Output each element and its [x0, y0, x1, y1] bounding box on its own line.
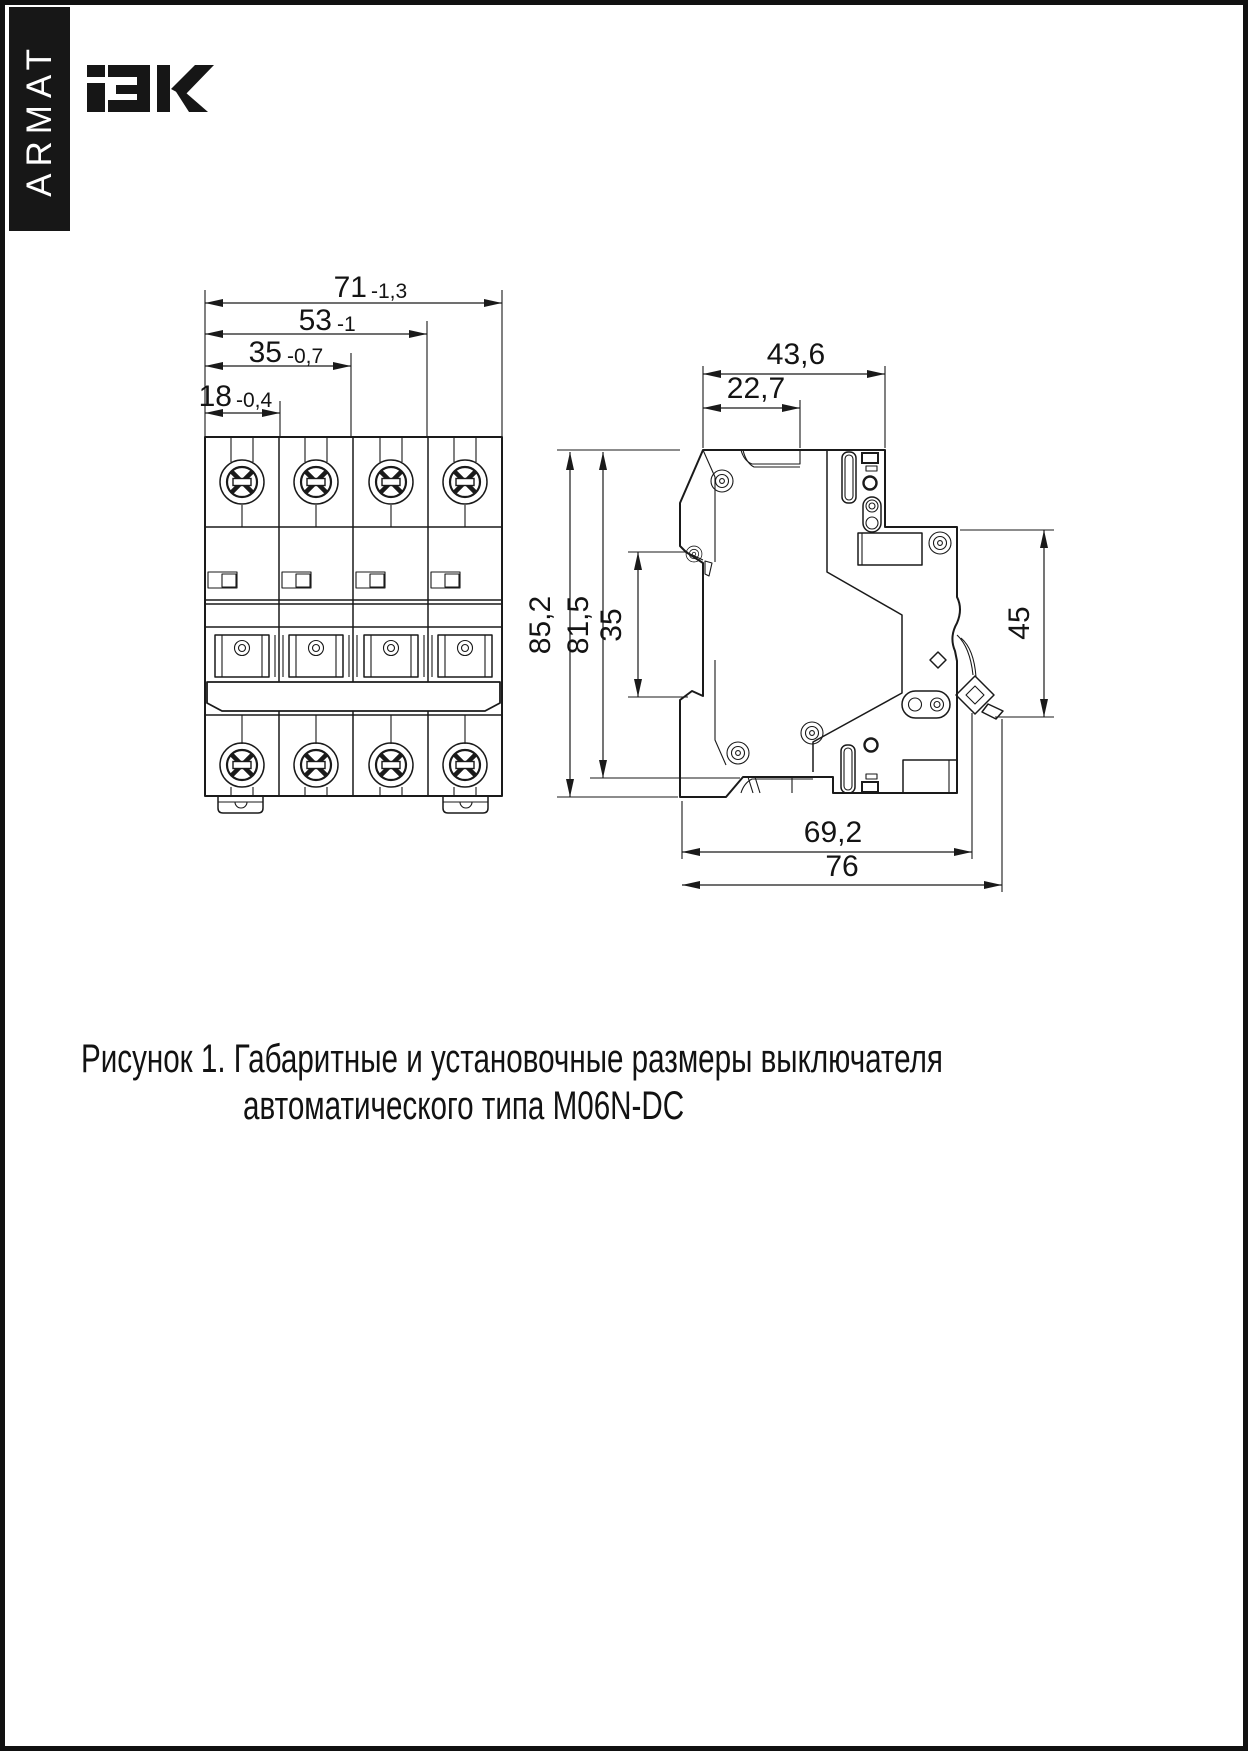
din-rail-clip	[956, 635, 1003, 719]
dim-label: 22,7	[726, 372, 786, 405]
breaker-side-body	[680, 450, 1003, 797]
dim-label: 45	[1003, 606, 1036, 640]
dim-label: 35	[595, 608, 628, 642]
dim-din-height	[1003, 530, 1048, 717]
dim-tolerance: -1,3	[371, 280, 408, 303]
dim-width-53	[205, 304, 427, 338]
handle-tie-bar	[207, 682, 500, 711]
breaker-front-body	[205, 437, 502, 813]
figure-caption	[81, 1036, 943, 1130]
mounting-feet	[218, 796, 488, 813]
dim-label: 43,6	[766, 338, 826, 371]
dim-handle-width	[703, 372, 800, 412]
pole-tabs	[208, 572, 460, 588]
dim-label: 35	[248, 336, 282, 369]
side-view-dimensions	[524, 338, 1054, 892]
dim-label: 71	[333, 271, 367, 304]
front-view-dimensions	[199, 271, 502, 437]
figure-caption-line1: Рисунок 1. Габаритные и установочные размеры выключателя	[81, 1037, 943, 1081]
brand-sidebar	[9, 7, 70, 231]
dim-width-35	[205, 336, 351, 370]
dim-label: 53	[298, 304, 332, 337]
dim-tolerance: -0,7	[287, 345, 324, 368]
iek-logo	[85, 58, 215, 118]
dim-label: 76	[825, 850, 859, 883]
dim-label: 81,5	[562, 595, 595, 655]
dim-label: 69,2	[803, 816, 863, 849]
side-view-drawing	[490, 245, 1090, 905]
brand-series-label: ARMAT	[19, 41, 59, 197]
iek-logo-glyphs	[87, 65, 214, 112]
dim-tolerance: -0,4	[236, 389, 273, 412]
dim-tolerance: -1	[337, 313, 356, 336]
dim-width-71	[205, 271, 502, 307]
figure-caption-line2: автоматического типа М06N-DC	[243, 1084, 685, 1128]
front-view-drawing	[175, 245, 515, 825]
dim-label: 18	[198, 380, 232, 413]
dim-width-18	[199, 380, 280, 417]
dim-label: 85,2	[524, 595, 557, 655]
dim-recess-height	[595, 552, 642, 697]
